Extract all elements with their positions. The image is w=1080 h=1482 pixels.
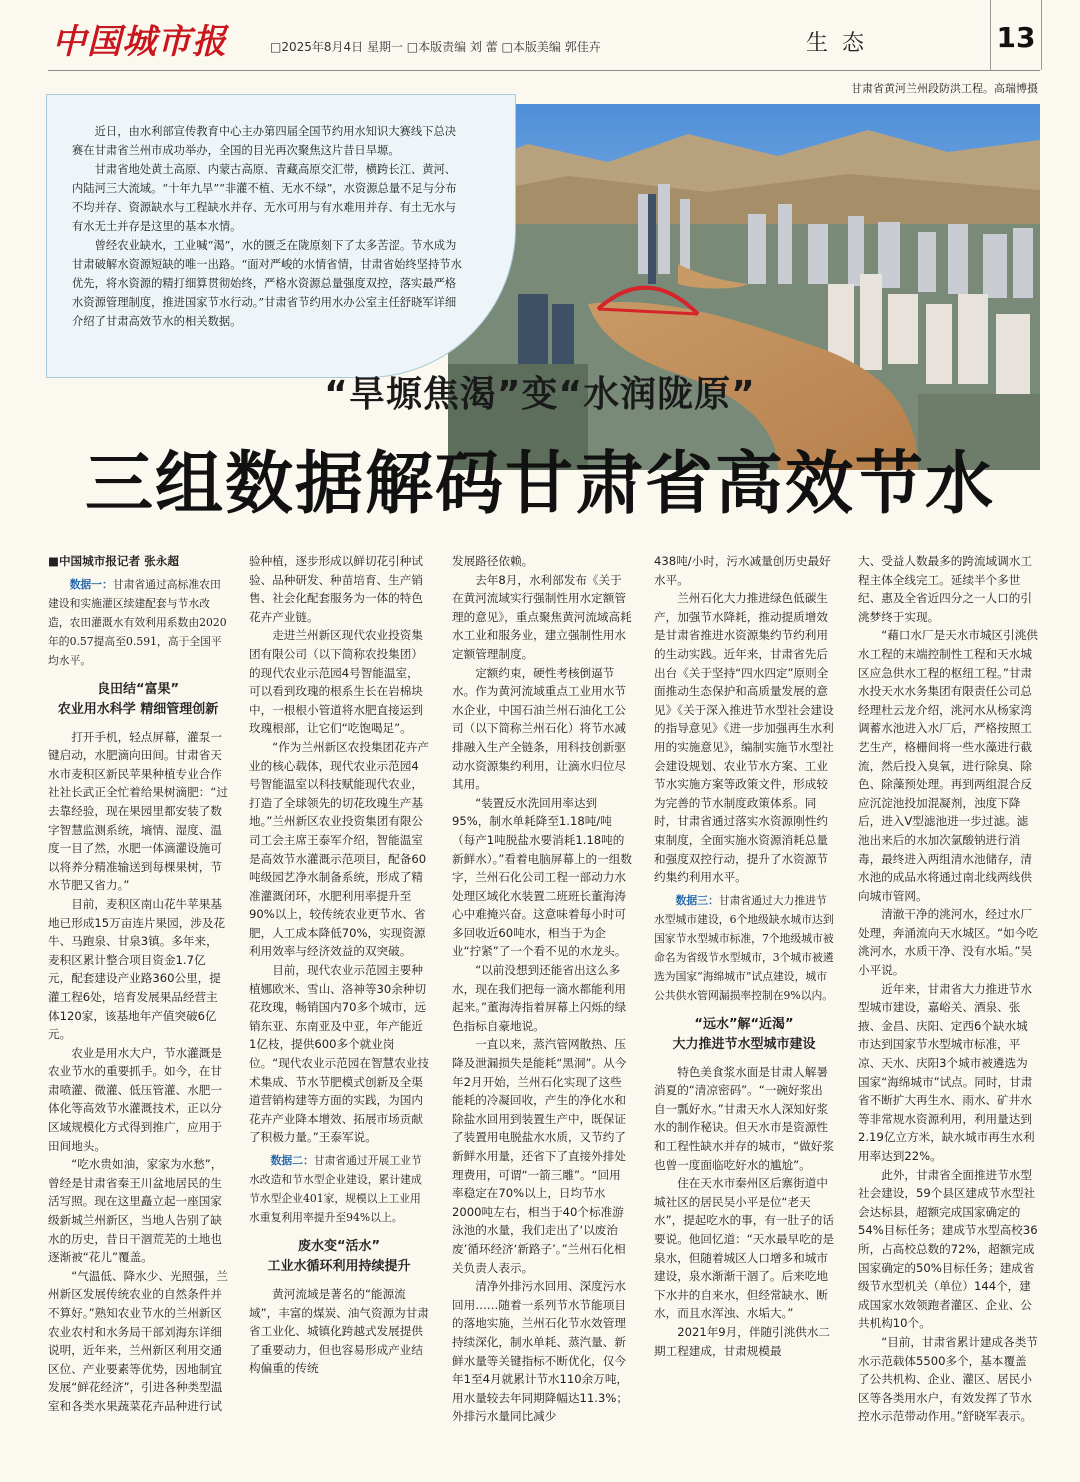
paragraph: “装置反水洗回用率达到95%，制水单耗降至1.18吨/吨（每产1吨脱盐水要消耗1.18吨的新鲜水）。”看着电脑屏幕上的一组数字，兰州石化公司工程一部动力水处理区域化水装置二班班长董海涛心中难掩兴奋。这意味着每小时可多回收近60吨水，相当于为企业“拧紧”了一个看不见的水龙头。: [452, 795, 632, 959]
photo-caption: 甘肃省黄河兰州段防洪工程。高瑞博摄: [851, 82, 1038, 95]
paragraph: “气温低、降水少、光照强，兰州新区发展传统农业的自然条件并不算好。”熟知农业节水的兰州新区农业农村和水务局干部刘海东详细说明，近年来，兰州新区利用交通区位、产业要素等优势，因地制宜发展“鲜花经济”，引进各种类型温室和各类水果蔬菜花卉品种进行试: [48, 1268, 228, 1413]
article-headline: 三组数据解码甘肃省高效节水: [84, 444, 995, 524]
data-text: 甘肃省通过大力推进节水型城市建设，6个地级缺水城市达到国家节水型城市标准，7个地级城市被命名为省级节水型城市，3个城市被遴选为国家“海绵城市”试点建设，城市公共供水管网漏损率控制在9%以内。: [654, 893, 834, 1002]
paragraph: 目前，麦积区南山花牛苹果基地已形成15万亩连片果园，涉及花牛、马跑泉、甘泉3镇。多年来，麦积区累计整合项目资金1.7亿元，配套建设产业路360公里，提灌工程6处，培育发展果品经营主体120家，该基地年产值突破6亿元。: [48, 896, 226, 1042]
paragraph: 2021年9月，伴随引洮供水二期工程建成，甘肃规模最: [654, 1325, 831, 1358]
section-heading: [48, 680, 228, 720]
section-heading-line: 良田结“富果”: [96, 681, 180, 697]
article-subtitle: “旱塬焦渴”变“水润陇原”: [324, 374, 756, 415]
paragraph: 黄河流域是著名的“能源流域”，丰富的煤炭、油气资源为甘肃省工业化、城镇化跨越式发展提供了重要动力，但也容易形成产业结构偏重的传统: [249, 1287, 429, 1376]
masthead: [0, 0, 1080, 72]
section-heading-line: 农业用水科学 精细管理创新: [57, 701, 219, 717]
data-text: 甘肃省通过开展工业节水改造和节水型企业建设，累计建成节水型企业401家，规模以上工业用水重复利用率提升至94%以上。: [249, 1154, 422, 1224]
intro-text: [72, 122, 464, 331]
article-body: [48, 552, 1040, 1482]
paragraph: 438吨/小时，污水减量创历史最好水平。: [654, 554, 831, 587]
section-heading-line: 废水变“活水”: [297, 1239, 381, 1254]
masthead-divider: [48, 70, 1040, 71]
paragraph: 去年8月，水利部发布《关于在黄河流域实行强制性用水定额管理的意见》，重点聚焦黄河流域高耗水工业和服务业，建立强制性用水定额管理制度。: [452, 572, 632, 661]
column-2: [249, 552, 429, 1482]
section-heading: [654, 1015, 834, 1055]
paragraph: 近年来，甘肃省大力推进节水型城市建设，嘉峪关、酒泉、张掖、金昌、庆阳、定西6个缺水城市达到国家节水型城市标准，平凉、天水、庆阳3个城市被遴选为国家“海绵城市”试点。同时，甘肃省不断扩大再生水、雨水、矿井水等非常规水资源利用，利用量达到2.19亿立方米，缺水城市再生水利用率达到22%。: [858, 981, 1035, 1163]
newspaper-logo: 中国城市报: [52, 22, 227, 62]
intro-paragraph: 近日，由水利部宣传教育中心主办第四届全国节约用水知识大赛线下总决赛在甘肃省兰州市成功举办，全国的目光再次聚焦这片昔日旱塬。: [72, 125, 457, 157]
issue-info: □2025年8月4日 星期一 □本版责编 刘 蕾 □本版美编 郭佳卉: [270, 40, 601, 54]
data-block-2: [249, 1151, 429, 1227]
paragraph: 此外，甘肃省全面推进节水型社会建设，59个县区建成节水型社会达标县，超额完成国家确定的54%目标任务；建成节水型高校36所，占高校总数的72%，超额完成国家确定的50%目标任务；建成省级节水型机关（单位）144个，建成国家水效领跑者灌区、企业、公共机构10个。: [858, 1167, 1038, 1331]
intro-paragraph: 甘肃省地处黄土高原、内蒙古高原、青藏高原交汇带，横跨长江、黄河、内陆河三大流域。“十年九旱”“非灌不植、无水不绿”，水资源总量不足与分布不均并存、资源缺水与工程缺水并存、无水可用与有水难用并存、有土无水与有水无土并存是这里的基本水情。: [72, 163, 457, 233]
section-name: 生态: [806, 31, 879, 56]
paragraph: “以前没想到还能省出这么多水，现在我们把每一滴水都能利用起来。”董海涛指着屏幕上闪烁的绿色指标自豪地说。: [452, 963, 627, 1033]
column-5: [858, 552, 1038, 1482]
section-heading-line: 大力推进节水型城市建设: [672, 1036, 816, 1052]
page-number: 13: [990, 0, 1042, 70]
paragraph: 清净外排污水回用、深度污水回用……随着一系列节水节能项目的落地实施，兰州石化节水效管理持续深化，制水单耗、蒸汽量、新鲜水量等关键指标不断优化，仅今年1至4月就累计节水110余万吨，用水量较去年同期降幅达11.3%；外排污水量同比减少: [452, 1279, 629, 1424]
column-3: [452, 552, 632, 1482]
section-heading-line: “远水”解“近渴”: [694, 1016, 794, 1032]
paragraph: 大、受益人数最多的跨流域调水工程主体全线完工。延续半个多世纪、惠及全省近四分之一人口的引洮梦终于实现。: [858, 554, 1032, 624]
paragraph: “藉口水厂是天水市城区引洮供水工程的末端控制性工程和天水城区应急供水工程的枢纽工程。”甘肃水投天水水务集团有限责任公司总经理杜云龙介绍，洮河水从杨家湾调蓄水池进入水厂后，严格按照工艺生产，格栅间将一些水藻进行截流，然后投入臭氧，进行除臭、除色、除藻预处理。再到两组混合反应沉淀池投加混凝剂，浊度下降后，进入V型滤池进一步过滤。滤池出来后的水加次氯酸钠进行消毒，最终进入两组清水池储存，清水池的成品水将通过南北线两线供向城市管网。: [858, 628, 1038, 903]
data-block-1: [48, 575, 228, 670]
data-text: 甘肃省通过高标准农田建设和实施灌区续建配套与节水改造，农田灌溉水有效利用系数由2020年的0.57提高至0.591，高于全国平均水平。: [48, 577, 227, 667]
paragraph: 定额约束，硬性考核倒逼节水。作为黄河流域重点工业用水节水企业，中国石油兰州石油化工公司（以下简称兰州石化）将节水减排融入生产全链条，用科技创新驱动水资源集约利用，让滴水归位尽其用。: [452, 665, 626, 792]
data-block-3: [654, 891, 834, 1005]
paragraph: “吃水贵如油，家家为水愁”，曾经是甘肃省秦王川盆地居民的生活写照。现在这里矗立起一座国家级新城兰州新区，当地人告别了缺水的历史，昔日干涸荒芜的土地也逐渐被“花儿”覆盖。: [48, 1157, 223, 1265]
paragraph: 验种植，逐步形成以鲜切花引种试验、品种研发、种苗培育、生产销售、社会化配套服务为一体的特色花卉产业链。: [249, 554, 423, 624]
paragraph: 兰州石化大力推进绿色低碳生产，加强节水降耗，推动提质增效是甘肃省推进水资源集约节约利用的生动实践。近年来，甘肃省先后出台《关于坚持“四水四定”原则全面推动生态保护和高质量发展的意见》《关于深入推进节水型社会建设的指导意见》《进一步加强再生水利用的实施意见》，编制实施节水型社会建设规划、农业节水方案、工业节水实施方案等政策文件，形成较为完善的节水制度政策体系。同时，甘肃省通过落实水资源刚性约束制度，全面实施水资源消耗总量和强度双控行动，提升了水资源节约集约利用水平。: [654, 591, 834, 885]
intro-paragraph: 曾经农业缺水，工业喊“渴”，水的匮乏在陇原刻下了太多苦涩。节水成为甘肃破解水资源短缺的唯一出路。“面对严峻的水情省情，甘肃省始终坚持节水优先，将水资源的精打细算贯彻始终，严格水资源总量强度双控，落实最严格水资源管理制度，推进国家节水行动。”甘肃省节约用水办公室主任舒晓军详细介绍了甘肃高效节水的相关数据。: [72, 239, 462, 328]
paragraph: “作为兰州新区农投集团花卉产业的核心载体，现代农业示范园4号智能温室以科技赋能现代农业，打造了全球领先的切花玫瑰生产基地。”兰州新区农业投资集团有限公司工会主席王泰军介绍，智能温室是高效节水灌溉示范项目，配备60吨级园艺净水制备系统，形成了精准灌溉闭环，水肥利用率提升至90%以上，较传统农业更节水、省肥，人工成本降低70%，实现资源利用效率与经济效益的双突破。: [249, 739, 429, 959]
paragraph: 发展路径依赖。: [452, 554, 534, 568]
data-label: 数据三：: [675, 893, 719, 907]
paragraph: 一直以来，蒸汽管网散热、压降及泄漏损失是能耗“黑洞”。从今年2月开始，兰州石化实现了这些能耗的冷凝回收，产生的净化水和除盐水回用到装置生产中，既保证了装置用电脱盐水水质，又节约了新鲜水用量，还省下了直接外排处理费用，可谓“一箭三雕”。“回用率稳定在70%以上，日均节水2000吨左右，相当于40个标准游泳池的水量，我们走出了‘以废治废’循环经济‘新路子’。”兰州石化相关负责人表示。: [452, 1037, 627, 1275]
paragraph: 目前，现代农业示范园主要种植娜欧米、雪山、洛神等30余种切花玫瑰，畅销国内70多个城市，远销东亚、东南亚及中亚，年产能近1亿枝，提供600多个就业岗位。“现代农业示范园在智慧农业技术集成、节水节肥模式创新及全渠道营销构建等方面的实践，为国内花卉产业降本增效、拓展市场贡献了积极力量。”王泰军说。: [249, 963, 429, 1145]
paragraph: 住在天水市秦州区后寨街道中城社区的居民吴小平是位“老天水”，提起吃水的事，有一肚子的话要说。他回忆道：“天水最早吃的是泉水，但随着城区人口增多和城市建设，泉水渐渐干涸了。后来吃地下水井的自来水，但经常缺水、断水，而且水浑浊、水垢大。”: [654, 1176, 834, 1321]
section-heading-line: 工业水循环利用持续提升: [267, 1259, 411, 1274]
column-1: [48, 552, 228, 1482]
byline: ■中国城市报记者 张永超: [48, 554, 179, 568]
section-heading: [249, 1237, 429, 1277]
paragraph: 农业是用水大户，节水灌溉是农业节水的重要抓手。如今，在甘肃喷灌、微灌、低压管灌、水肥一体化等高效节水灌溉技术，正以分区域规模化方式得到推广，应用于田间地头。: [48, 1045, 222, 1153]
data-label: 数据一：: [69, 577, 113, 591]
paragraph: “目前，甘肃省累计建成各类节水示范载体5500多个，基本覆盖了公共机构、企业、灌区、居民小区等各类用水户，有效发挥了节水控水示范带动作用。”舒晓军表示。: [858, 1334, 1038, 1424]
paragraph: 打开手机，轻点屏幕，灌泵一键启动，水肥滴向田间。甘肃省天水市麦积区新民苹果种植专业合作社社长武正全忙着给果树滴肥：“过去靠经验，现在果园里都安装了数字智慧监测系统，墒情、湿度、温度一目了然，水肥一体滴灌设施可以将养分精准输送到每棵果树，节水节肥又省力。”: [48, 729, 228, 893]
paragraph: 清澈干净的洮河水，经过水厂处理，奔涌流向天水城区。“如今吃洮河水，水质干净、没有水垢。”吴小平说。: [858, 907, 1038, 978]
column-4: [654, 552, 834, 1482]
paragraph: 特色美食浆水面是甘肃人解暑消夏的“清凉密码”。“一碗好浆出自一瓢好水。”甘肃天水人深知好浆水的制作秘诀。但天水市是资源性和工程性缺水并存的城市，“做好浆也曾一度面临吃好水的尴尬”。: [654, 1064, 834, 1172]
data-label: 数据二：: [270, 1154, 314, 1167]
paragraph: 走进兰州新区现代农业投资集团有限公司（以下简称农投集团）的现代农业示范园4号智能温室，可以看到玫瑰的根系生长在岩棉块中，一根根小管道将水肥直接运到玫瑰根部，让它们“吃饱喝足”。: [249, 628, 423, 736]
